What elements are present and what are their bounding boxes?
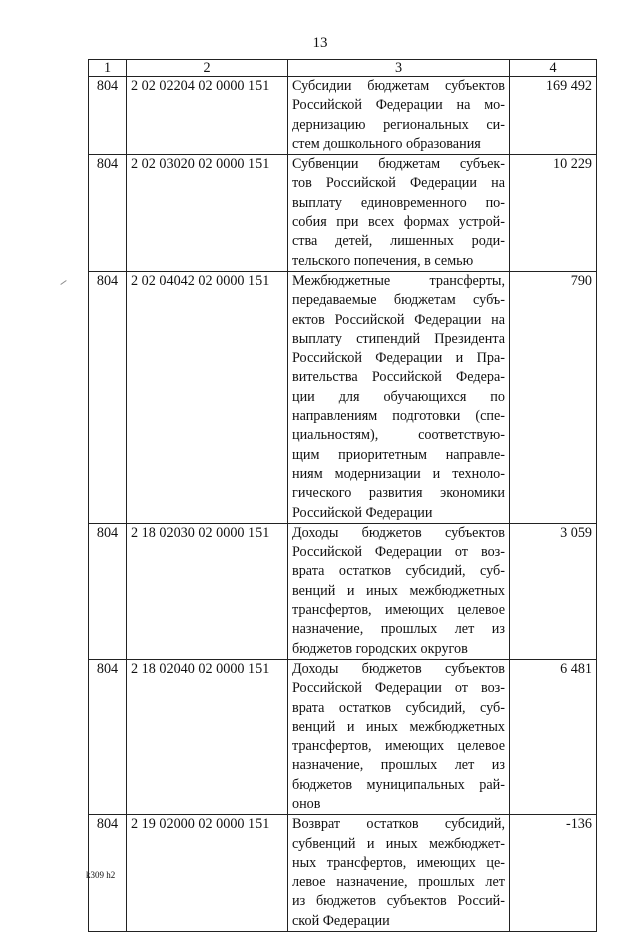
- revenue-name-line: из бюджетов субъектов Россий-: [292, 893, 505, 910]
- admin-code-cell: 804: [89, 77, 127, 155]
- amount-cell: 3 059: [510, 523, 597, 659]
- revenue-name-line: ниям модернизации и техноло-: [292, 465, 505, 482]
- revenue-name-line: Возврат остатков субсидий,: [292, 816, 505, 833]
- revenue-name-line: бюджетов городских округов: [292, 640, 468, 657]
- table-row: [89, 659, 597, 814]
- revenue-name-line: собия при всех формах устрой-: [292, 214, 505, 231]
- table-row: [89, 523, 597, 659]
- revenue-name-line: стем дошкольного образования: [292, 135, 481, 152]
- revenue-name-line: онов: [292, 795, 321, 812]
- amount-cell: 169 492: [510, 77, 597, 155]
- table-body: [89, 77, 597, 932]
- revenue-name-line: Субсидии бюджетам субъектов: [292, 78, 505, 94]
- revenue-name-line: Доходы бюджетов субъектов: [292, 660, 505, 677]
- amount-cell: 6 481: [510, 659, 597, 814]
- budget-code-cell: 2 18 02030 02 0000 151: [127, 523, 288, 659]
- revenue-name-line: левое назначение, прошлых лет: [292, 874, 505, 891]
- revenue-name-line: гического развития экономики: [292, 485, 505, 502]
- admin-code-cell: 804: [89, 523, 127, 659]
- revenue-name-cell: [288, 271, 510, 523]
- revenue-name-line: Российской Федерации: [292, 504, 433, 521]
- page-number: 13: [312, 35, 328, 51]
- amount-cell: 10 229: [510, 155, 597, 272]
- revenue-name-line: ской Федерации: [292, 912, 390, 929]
- header-col-3: 3: [288, 60, 510, 77]
- table-row: [89, 155, 597, 272]
- revenue-name-line: щим приоритетным направле-: [292, 446, 505, 463]
- admin-code-cell: 804: [89, 815, 127, 932]
- admin-code-cell: 804: [89, 271, 127, 523]
- budget-code-cell: 2 02 03020 02 0000 151: [127, 155, 288, 272]
- revenue-name-line: Межбюджетные трансферты,: [292, 272, 505, 289]
- revenue-name-line: назначение, прошлых лет из: [292, 621, 505, 638]
- revenue-name-cell: [288, 77, 510, 155]
- revenue-name-line: назначение, прошлых лет из: [292, 757, 505, 774]
- revenue-name-cell: [288, 523, 510, 659]
- table-row: [89, 271, 597, 523]
- revenue-table: [88, 59, 597, 932]
- revenue-name-line: Российской Федерации от воз-: [292, 680, 505, 697]
- revenue-name-line: Российской Федерации и Пра-: [292, 350, 505, 367]
- budget-code-cell: 2 02 02204 02 0000 151: [127, 77, 288, 155]
- revenue-name-line: ции для обучающихся по: [292, 388, 505, 405]
- revenue-name-line: субвенций и иных межбюджет-: [292, 835, 505, 852]
- revenue-name-line: ства детей, лишенных роди-: [292, 233, 505, 250]
- table-row: [89, 77, 597, 155]
- revenue-name-cell: [288, 659, 510, 814]
- revenue-name-line: венций и иных межбюджетных: [292, 582, 505, 599]
- budget-code-cell: 2 19 02000 02 0000 151: [127, 815, 288, 932]
- revenue-name-line: бюджетов муниципальных рай-: [292, 776, 505, 793]
- revenue-name-line: передаваемые бюджетам субъ-: [292, 292, 505, 309]
- revenue-name-line: ных трансфертов, имеющих це-: [292, 854, 505, 871]
- revenue-name-line: венций и иных межбюджетных: [292, 718, 505, 735]
- admin-code-cell: 804: [89, 659, 127, 814]
- revenue-name-line: циальностям), соответствую-: [292, 427, 505, 444]
- footer-code: k309 h2: [86, 870, 116, 880]
- revenue-name-line: вительства Российской Федера-: [292, 369, 505, 386]
- revenue-name-line: направлениям подготовки (спе-: [292, 408, 505, 425]
- budget-code-cell: 2 18 02040 02 0000 151: [127, 659, 288, 814]
- header-col-2: 2: [127, 60, 288, 77]
- revenue-name-cell: [288, 155, 510, 272]
- revenue-name-line: Российской Федерации на мо-: [292, 97, 505, 114]
- table-row: [89, 815, 597, 932]
- revenue-name-line: выплату стипендий Президента: [292, 330, 505, 347]
- revenue-name-line: врата остатков субсидий, суб-: [292, 699, 505, 716]
- revenue-name-line: Доходы бюджетов субъектов: [292, 524, 505, 541]
- revenue-name-line: врата остатков субсидий, суб-: [292, 563, 505, 580]
- admin-code-cell: 804: [89, 155, 127, 272]
- revenue-name-line: Российской Федерации от воз-: [292, 544, 505, 561]
- header-col-1: 1: [89, 60, 127, 77]
- revenue-name-line: трансфертов, имеющих целевое: [292, 738, 505, 755]
- revenue-name-line: тов Российской Федерации на: [292, 175, 505, 192]
- revenue-name-line: ектов Российской Федерации на: [292, 311, 505, 328]
- revenue-name-line: выплату единовременного по-: [292, 194, 505, 211]
- amount-cell: 790: [510, 271, 597, 523]
- stray-mark: [60, 280, 66, 285]
- amount-cell: -136: [510, 815, 597, 932]
- revenue-name-line: трансфертов, имеющих целевое: [292, 602, 505, 619]
- revenue-name-cell: [288, 815, 510, 932]
- revenue-name-line: тельского попечения, в семью: [292, 252, 474, 269]
- header-col-4: 4: [510, 60, 597, 77]
- revenue-name-line: Субвенции бюджетам субъек-: [292, 156, 505, 173]
- budget-code-cell: 2 02 04042 02 0000 151: [127, 271, 288, 523]
- revenue-name-line: дернизацию региональных си-: [292, 116, 505, 133]
- header-row: [89, 60, 597, 77]
